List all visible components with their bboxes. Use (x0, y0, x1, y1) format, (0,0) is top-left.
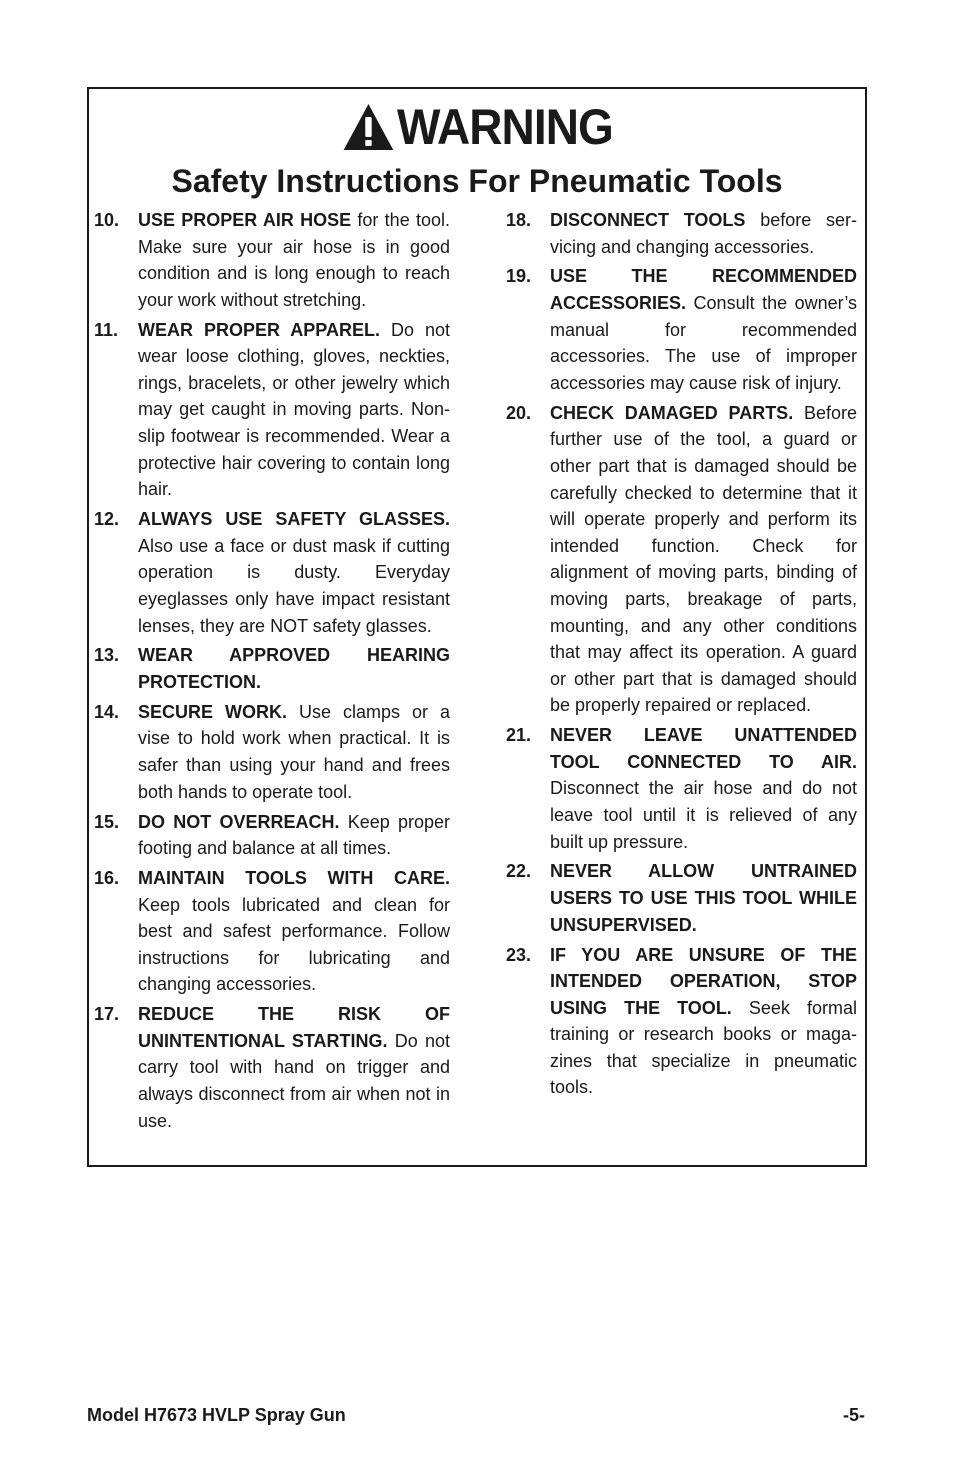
item-text (138, 699, 450, 805)
item-body-text: Use clamps or a vise to hold work when practical. It is safer than using your hand and frees both hands to operate tool. (138, 701, 450, 802)
item-text (550, 722, 857, 855)
list-item (506, 207, 857, 260)
item-number: 16. (94, 868, 120, 889)
item-number: 19. (506, 266, 532, 287)
item-text (138, 1001, 450, 1134)
left-column (94, 207, 450, 1138)
item-heading: WEAR APPROVED HEARING PROTECTION. (138, 645, 450, 692)
item-heading: REDUCE THE RISK OF UNINTENTIONAL STARTING. (138, 1004, 450, 1051)
item-text (138, 506, 450, 639)
list-item (94, 506, 450, 639)
page-footer (87, 1403, 865, 1427)
item-heading: SECURE WORK. (138, 701, 287, 722)
list-item (94, 809, 450, 862)
list-item (94, 1001, 450, 1134)
item-text (138, 809, 450, 862)
list-item (506, 263, 857, 396)
item-heading: USE THE RECOMMENDED ACCESSORIES. (550, 266, 857, 314)
list-item (506, 858, 857, 938)
item-text (550, 207, 857, 260)
item-body-text: Also use a face or dust mask if cutting operation is dusty. Everyday eyeglasses only have impact resistant lenses, they are NOT safety glasses. (138, 535, 450, 636)
right-column (506, 207, 857, 1104)
item-number: 23. (506, 944, 532, 965)
list-item (506, 400, 857, 719)
item-number: 13. (94, 645, 120, 666)
item-text (138, 642, 450, 695)
list-item (506, 722, 857, 855)
item-number: 12. (94, 509, 120, 530)
warning-title-text: WARNING (396, 99, 613, 155)
item-text (550, 263, 857, 396)
item-number: 14. (94, 701, 120, 722)
item-heading: IF YOU ARE UNSURE OF THE INTENDED OPERATION, STOP USING THE TOOL. (550, 944, 857, 1018)
warning-box (87, 87, 867, 1167)
item-heading: NEVER ALLOW UNTRAINED USERS TO USE THIS TOOL WHILE UNSUPERVISED. (550, 861, 857, 935)
item-heading: USE PROPER AIR HOSE (138, 210, 352, 230)
footer-page-number: -5- (843, 1405, 865, 1425)
item-body-text: Seek formal training or research books or magazines that specialize in pneumatic tools. (550, 997, 857, 1098)
item-body-text: Consult the owner’s manual for recommended accessories. The use of improper accessories may cause risk of injury. (550, 293, 857, 393)
item-heading: WEAR PROPER APPAREL. (138, 319, 380, 340)
warning-title (341, 97, 612, 157)
item-text (138, 207, 450, 313)
item-heading: NEVER LEAVE UNATTENDED TOOL CONNECTED TO AIR. (550, 725, 857, 772)
list-item (94, 865, 450, 998)
item-heading: ALWAYS USE SAFETY GLASSES. (138, 509, 450, 530)
item-body-text: Disconnect the air hose and do not leave tool until it is relieved of any built up pressure. (550, 778, 857, 852)
item-body-text: Do not carry tool with hand on trigger and always disconnect from air when not in use. (138, 1030, 450, 1131)
list-item (94, 699, 450, 805)
item-body-text: Keep proper footing and balance at all times. (138, 811, 450, 859)
list-item (94, 317, 450, 503)
item-heading: MAINTAIN TOOLS WITH CARE. (138, 868, 450, 889)
item-heading: DISCONNECT TOOLS (550, 210, 746, 230)
item-heading: DO NOT OVERREACH. (138, 811, 340, 832)
list-item (506, 942, 857, 1102)
item-body-text: Before further use of the tool, a guard or other part that is damaged should be carefully checked to determine that it will operate properly and perform its intended function. Check for alignment of moving parts, binding of moving parts, breakage of parts, mounting, and any other conditions that may affect its operation. A guard or other part that is damaged should be properly repaired or replaced. (550, 402, 857, 716)
item-number: 10. (94, 210, 120, 230)
item-number: 21. (506, 725, 532, 746)
item-text (550, 942, 857, 1102)
item-body-text: for the tool. Make sure your air hose is in good condition and is long enough to reach your work without stretching. (138, 210, 450, 310)
list-item (94, 207, 450, 313)
page-subtitle: Safety Instructions For Pneumatic Tools (171, 163, 783, 199)
item-number: 17. (94, 1004, 120, 1025)
item-number: 18. (506, 210, 532, 230)
item-number: 15. (94, 811, 120, 832)
item-number: 20. (506, 402, 532, 423)
warning-triangle-icon (341, 102, 394, 152)
footer-model: Model H7673 HVLP Spray Gun (87, 1405, 346, 1425)
item-text (550, 400, 857, 719)
item-text (138, 317, 450, 503)
item-body-text: Keep tools lubricated and clean for best and safest performance. Follow instructions for lubricating and changing accessories. (138, 894, 450, 995)
list-item (94, 642, 450, 695)
item-number: 22. (506, 861, 532, 882)
item-heading: CHECK DAMAGED PARTS. (550, 402, 794, 423)
item-text (550, 858, 857, 938)
item-number: 11. (94, 319, 119, 340)
item-text (138, 865, 450, 998)
item-body-text: before servicing and changing accessories. (550, 210, 857, 257)
warning-header (89, 97, 865, 201)
item-body-text: Do not wear loose clothing, gloves, neckties, rings, bracelets, or other jewelry which may get caught in moving parts. Non-slip footwear is recommended. Wear a protective hair covering to contain long hair. (138, 319, 450, 500)
